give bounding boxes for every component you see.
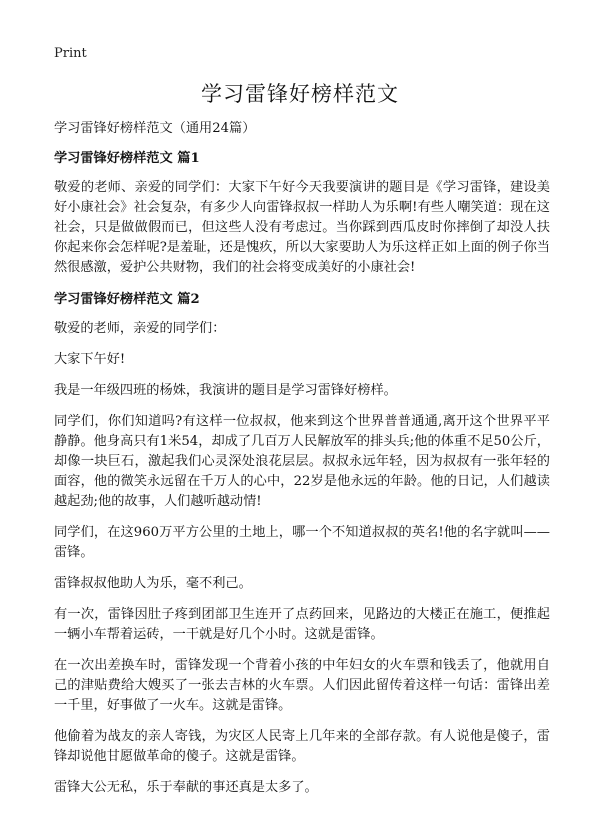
print-link[interactable]: Print bbox=[54, 46, 87, 61]
section-1 bbox=[54, 149, 550, 278]
section-heading: 学习雷锋好榜样范文 篇1 bbox=[54, 151, 200, 166]
paragraph: 同学们，你们知道吗?有这样一位叔叔，他来到这个世界普普通通,离开这个世界平平静静。他身高只有1米54，却成了几百万人民解放军的排头兵;他的体重不足50公斤，却像一块巨石，激起我们心灵深处浪花层层。叔叔永远年轻，因为叔叔有一张年轻的面容，他的微笑永远留在千万人的心中，22岁是他永远的年龄。他的日记，人们越读越起劲;他的故事，人们越听越动情! bbox=[54, 414, 550, 509]
paragraph: 在一次出差换车时，雷锋发现一个背着小孩的中年妇女的火车票和钱丢了，他就用自己的津贴费给大嫂买了一张去吉林的火车票。人们因此留传着这样一句话：雷锋出差一千里，好事做了一火车。这就是雷锋。 bbox=[54, 658, 550, 713]
section-2 bbox=[54, 290, 550, 798]
paragraph: 雷锋大公无私，乐于奉献的事还真是太多了。 bbox=[54, 780, 318, 795]
paragraph: 有一次，雷锋因肚子疼到团部卫生连开了点药回来，见路边的大楼正在施工，便推起一辆小车帮着运砖，一干就是好几个小时。这就是雷锋。 bbox=[54, 607, 550, 642]
paragraph: 我是一年级四班的杨姝，我演讲的题目是学习雷锋好榜样。 bbox=[54, 383, 397, 398]
paragraph: 他偷着为战友的亲人寄钱，为灾区人民寄上几年来的全部存款。有人说他是傻子，雷锋却说他甘愿做革命的傻子。这就是雷锋。 bbox=[54, 729, 550, 764]
section-heading: 学习雷锋好榜样范文 篇2 bbox=[54, 292, 200, 307]
paragraph: 敬爱的老师，亲爱的同学们： bbox=[54, 321, 226, 336]
document-title: 学习雷锋好榜样范文 bbox=[201, 82, 399, 106]
document-body bbox=[54, 119, 550, 809]
paragraph: 雷锋叔叔他助人为乐，毫不利己。 bbox=[54, 576, 252, 591]
paragraph: 敬爱的老师、亲爱的同学们：大家下午好今天我要演讲的题目是《学习雷锋，建设美好小康社会》社会复杂，有多少人向雷锋叔叔一样助人为乐啊!有些人嘲笑道：现在这社会，只是做做假而已，但这些人没有考虑过。当你踩到西瓜皮时你摔倒了却没人扶你起来你会怎样呢?是羞耻，还是愧疚，所以大家要助人为乐这样正如上面的例子你当然很感激，爱护公共财物，我们的社会将变成美好的小康社会! bbox=[54, 180, 550, 275]
document-subtitle: 学习雷锋好榜样范文（通用24篇） bbox=[54, 121, 256, 136]
paragraph: 大家下午好! bbox=[54, 352, 126, 367]
paragraph: 同学们，在这960万平方公里的土地上，哪一个不知道叔叔的英名!他的名字就叫——雷锋。 bbox=[54, 525, 550, 560]
